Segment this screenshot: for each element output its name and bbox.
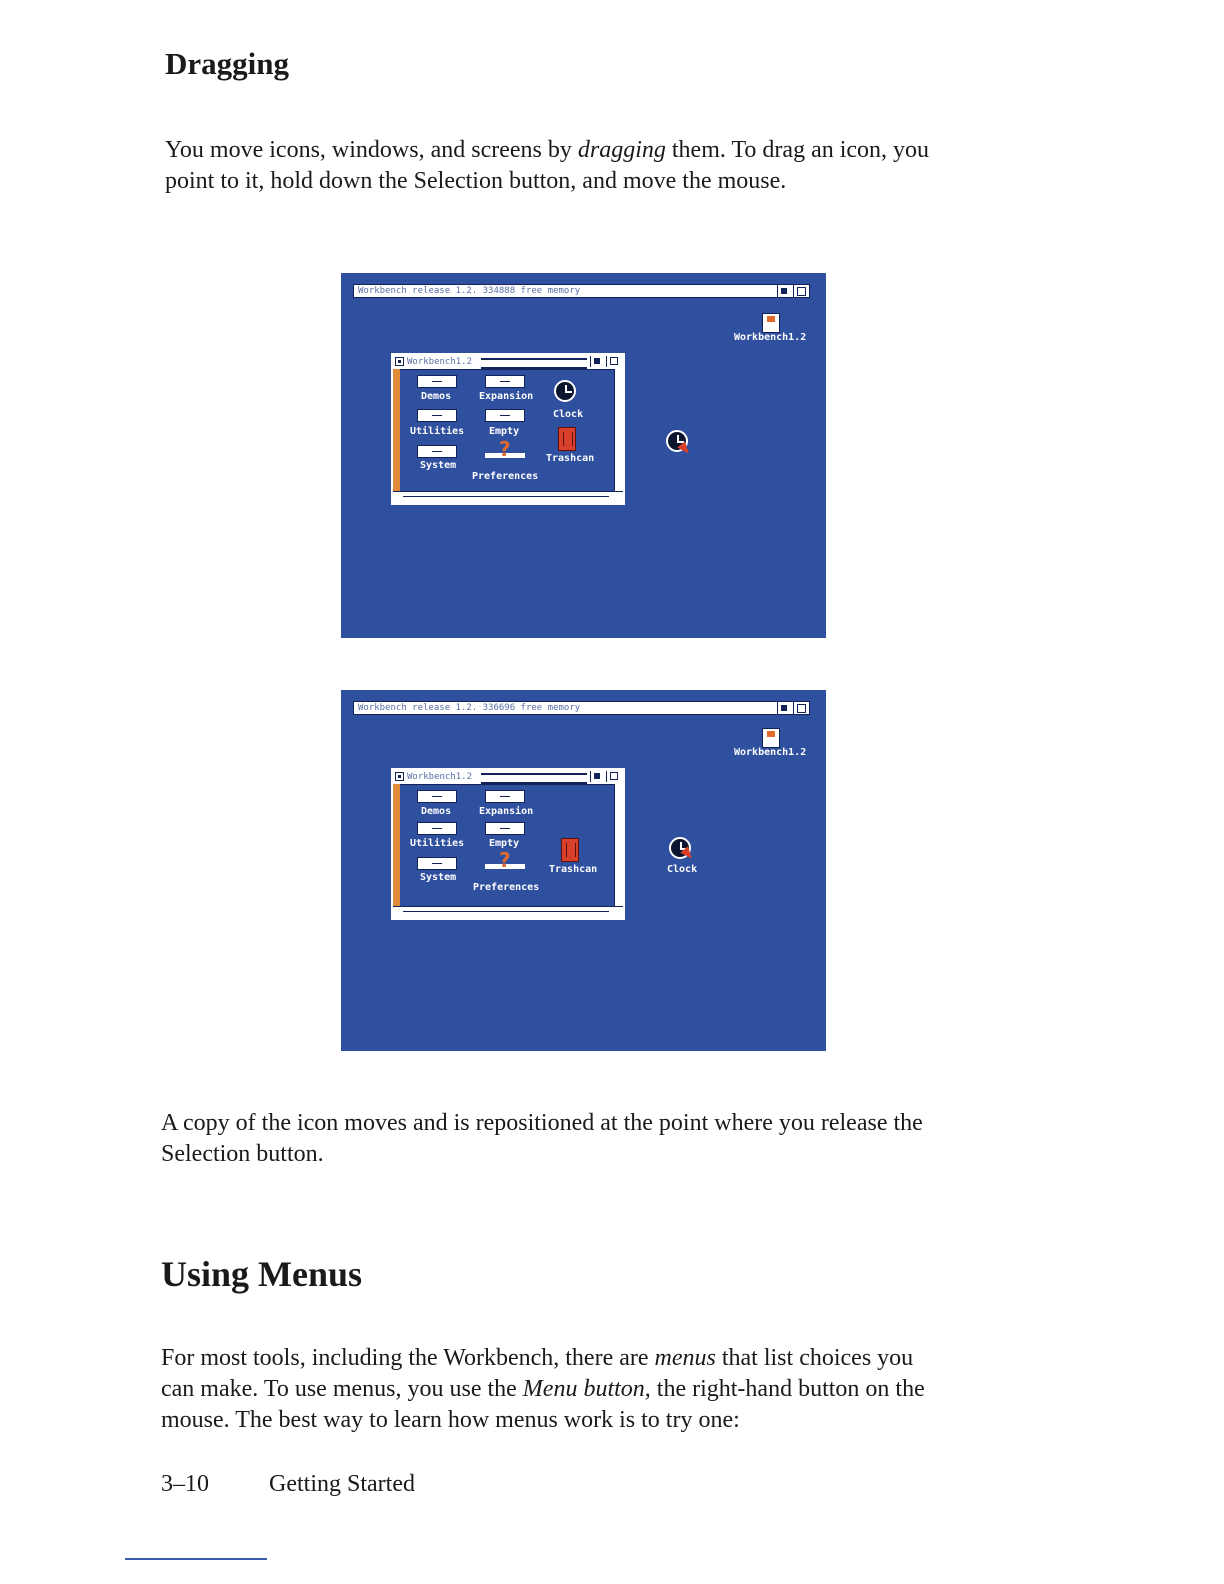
text-run: You move icons, windows, and screens by	[165, 137, 578, 163]
emphasis-term: menus	[654, 1345, 716, 1371]
text-run: can make. To use menus, you use the	[161, 1376, 523, 1402]
paragraph-line	[165, 135, 1045, 166]
disk-icon	[762, 728, 780, 748]
icon-label-preferences: Preferences	[472, 471, 539, 482]
workbench-screenshot-before	[341, 273, 826, 638]
paragraph-line	[161, 1374, 1041, 1405]
paragraph-line: mouse. The best way to learn how menus work is to try one:	[161, 1407, 740, 1433]
depth-back-icon	[777, 702, 792, 714]
section-heading-dragging: Dragging	[165, 46, 289, 81]
icon-label-system: System	[420, 460, 457, 471]
drawer-icon	[417, 790, 457, 803]
emphasis-term: dragging	[577, 137, 666, 163]
vertical-scrollbar	[614, 369, 623, 491]
window-title-bar	[393, 770, 623, 785]
icon-label-expansion: Expansion	[479, 806, 534, 817]
window-title: Workbench1.2	[407, 357, 473, 367]
window-front-icon	[606, 771, 621, 782]
paragraph-line: point to it, hold down the Selection button, and move the mouse.	[165, 168, 787, 194]
footer-rule	[125, 1558, 267, 1560]
paragraph-line: A copy of the icon moves and is repositioned at the point where you release the	[161, 1110, 923, 1136]
drawer-icon	[417, 857, 457, 870]
workbench-screenshot-after	[341, 690, 826, 1051]
depth-back-icon	[777, 285, 792, 297]
text-run: them. To drag an icon, you	[665, 137, 930, 163]
icon-label-utilities: Utilities	[410, 838, 465, 849]
preferences-icon	[485, 854, 525, 872]
screen-title-bar	[353, 284, 810, 298]
emphasis-term: Menu button,	[522, 1376, 651, 1402]
drawer-icon	[417, 375, 457, 388]
preferences-icon	[485, 443, 525, 461]
page-number: 3–10	[161, 1471, 209, 1497]
drawer-icon	[417, 409, 457, 422]
paragraph-line	[161, 1343, 1041, 1374]
depth-front-icon	[793, 285, 808, 297]
drawer-icon	[485, 790, 525, 803]
window-back-icon	[590, 771, 605, 782]
drawer-icon	[485, 409, 525, 422]
horizontal-scrollbar	[393, 906, 623, 918]
horizontal-scrollbar	[393, 491, 623, 503]
drawer-icon	[485, 375, 525, 388]
icon-label-empty: Empty	[489, 838, 520, 849]
disk-icon	[762, 313, 780, 333]
drag-bar-icon	[481, 773, 587, 784]
close-icon	[395, 357, 404, 366]
icon-label-preferences: Preferences	[473, 882, 540, 893]
window-left-border	[393, 369, 400, 491]
drawer-icon	[417, 822, 457, 835]
close-icon	[395, 772, 404, 781]
workbench-window	[391, 768, 625, 920]
icon-label-empty: Empty	[489, 426, 520, 437]
screen-title: Workbench release 1.2. 334888 free memory	[358, 286, 581, 296]
drawer-icon	[485, 822, 525, 835]
icon-label-demos: Demos	[421, 391, 452, 402]
drawer-icon	[417, 445, 457, 458]
drag-bar-icon	[481, 358, 587, 369]
window-left-border	[393, 784, 400, 906]
depth-front-icon	[793, 702, 808, 714]
icon-label-expansion: Expansion	[479, 391, 534, 402]
text-run: the right-hand button on the	[650, 1376, 925, 1402]
workbench-window	[391, 353, 625, 505]
trashcan-icon	[561, 838, 579, 862]
section-heading-using-menus: Using Menus	[161, 1254, 363, 1294]
icon-label-system: System	[420, 872, 457, 883]
icon-label-trashcan: Trashcan	[549, 864, 598, 875]
trashcan-icon	[558, 427, 576, 451]
window-back-icon	[590, 356, 605, 367]
window-title: Workbench1.2	[407, 772, 473, 782]
vertical-scrollbar	[614, 784, 623, 906]
text-run: that list choices you	[715, 1345, 914, 1371]
screen-title: Workbench release 1.2. 336696 free memory	[358, 703, 581, 713]
paragraph-line: Selection button.	[161, 1141, 324, 1167]
disk-label: Workbench1.2	[734, 332, 807, 343]
disk-label: Workbench1.2	[734, 747, 807, 758]
text-run: For most tools, including the Workbench, there are	[161, 1345, 655, 1371]
caption-paragraph	[161, 1108, 1041, 1170]
screen-title-bar	[353, 701, 810, 715]
window-front-icon	[606, 356, 621, 367]
icon-label-clock: Clock	[553, 409, 584, 420]
icon-label-clock: Clock	[667, 864, 698, 875]
icon-label-demos: Demos	[421, 806, 452, 817]
icon-label-trashcan: Trashcan	[546, 453, 595, 464]
menus-paragraph	[161, 1343, 1041, 1436]
icon-label-utilities: Utilities	[410, 426, 465, 437]
dragging-paragraph	[165, 135, 1045, 197]
window-title-bar	[393, 355, 623, 370]
footer-book-title: Getting Started	[269, 1471, 415, 1497]
clock-icon	[554, 380, 576, 402]
